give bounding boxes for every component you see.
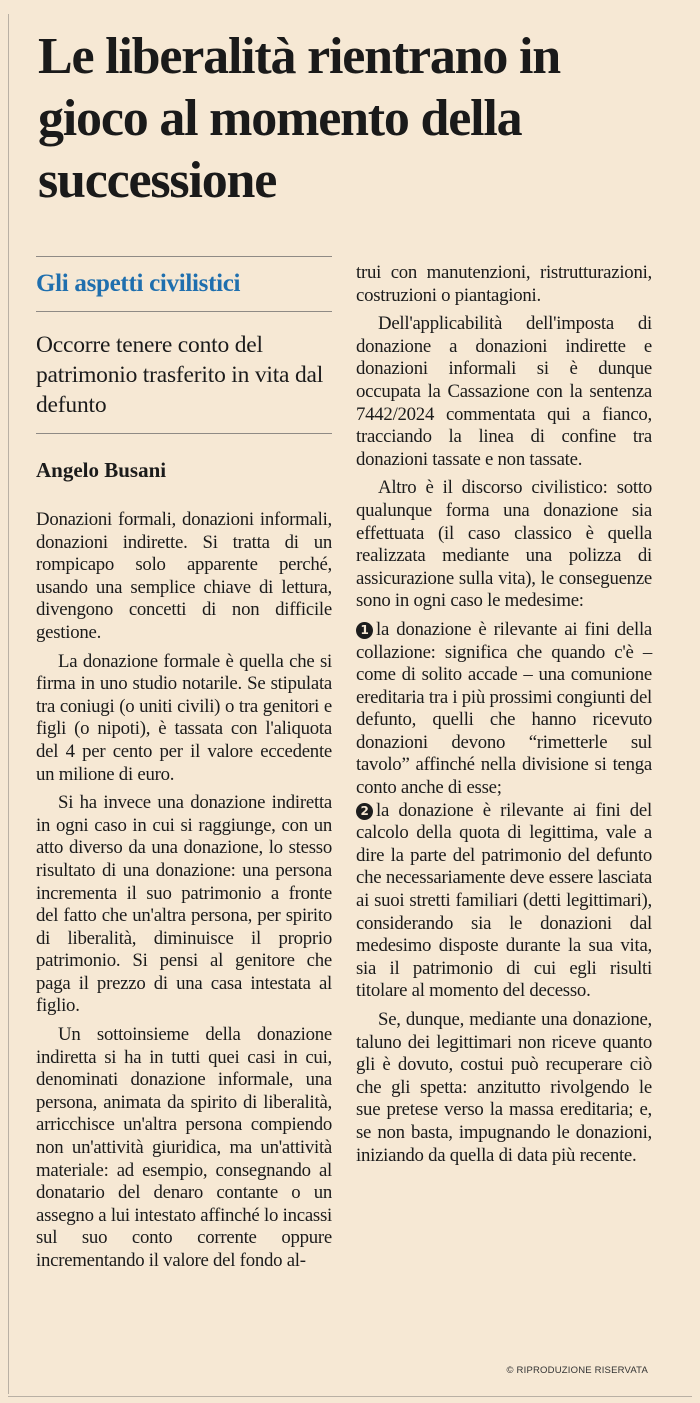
article-title: Le liberalità rientrano in gioco al momento della successione	[38, 28, 560, 209]
list-item-text: la donazione è rilevante ai fini della collazione: significa che quando c'è – come di solito accade – una comunione ereditaria tra i più prossimi congiunti del defunto, quelli che hanno ricevuto donazioni devono “rimetterle sul tavolo” affinché nella divisione si tenga conto anche di esse;	[356, 618, 652, 799]
paragraph: Donazioni formali, donazioni informali, donazioni indirette. Si tratta di un rompicapo solo apparente perché, usando una semplice chiave di lettura, divengono concetti di non difficile gestione.	[36, 509, 332, 643]
copyright-notice: © RIPRODUZIONE RISERVATA	[506, 1365, 648, 1376]
list-item-text: la donazione è rilevante ai fini del calcolo della quota di legittima, vale a dire la parte del patrimonio del defunto che necessariamente deve essere lasciata ai suoi stretti familiari (detti legittimari), considerando sia le donazioni dal medesimo disposte durante la sua vita, sia il patrimonio di cui egli risulti titolare al momento del decesso.	[356, 799, 652, 1002]
paragraph: La donazione formale è quella che si firma in uno studio notarile. Se stipulata tra coniugi (o uniti civili) o tra genitori e figli (o nipoti), è tassata con l'aliquota del 4 per cento per il valore eccedente un milione di euro.	[36, 650, 332, 785]
left-body	[36, 509, 332, 1273]
article-summary: Occorre tenere conto del patrimonio trasferito in vita dal defunto	[36, 332, 324, 418]
bottom-rule	[8, 1396, 692, 1397]
list-item-2	[356, 800, 652, 1003]
paragraph: Altro è il discorso civilistico: sotto qualunque forma una donazione sia effettuata (il caso classico è quella realizzata mediante una polizza di assicurazione sulla vita), le conseguenze sono in ogni caso le medesime:	[356, 477, 652, 612]
author-byline: Angelo Busani	[36, 458, 167, 482]
paragraph: Si ha invece una donazione indiretta in ogni caso in cui si raggiunge, con un atto diverso da una donazione, lo stesso risultato di una donazione: una persona incrementa il suo patrimonio a fronte del fatto che un'altra persona, per spirito di liberalità, diminuisce il proprio patrimonio. Si pensi al genitore che paga il prezzo di una casa intestata al figlio.	[36, 792, 332, 1017]
left-column	[36, 256, 332, 1279]
right-body	[356, 262, 652, 1167]
right-column	[356, 262, 652, 1173]
paragraph: Un sottoinsieme della donazione indiretta si ha in tutti quei casi in cui, denominati donazione informale, una persona, animata da spirito di liberalità, arricchisce un'altra persona compiendo non un'attività giuridica, ma un'attività materiale: ad esempio, consegnando al donatario del denaro contante o un assegno a lui intestato affinché lo incassi sul suo conto corrente oppure incrementando il valore del fondo al-	[36, 1024, 332, 1271]
left-border-rule	[8, 14, 9, 1394]
list-item-1	[356, 619, 652, 800]
paragraph: Se, dunque, mediante una donazione, taluno dei legittimari non riceve quanto gli è dovuto, costui può recuperare ciò che gli spetta: anzitutto rivolgendo le sue pretese verso la massa ereditaria; e, se non basta, impugnando le donazioni, iniziando da quella di data più recente.	[356, 1009, 652, 1166]
paragraph: trui con manutenzioni, ristrutturazioni, costruzioni o piantagioni.	[356, 262, 652, 306]
section-kicker: Gli aspetti civilistici	[36, 270, 241, 297]
number-two-icon: 2	[356, 803, 373, 820]
number-one-icon: 1	[356, 622, 373, 639]
paragraph: Dell'applicabilità dell'imposta di donazione a donazioni indirette e donazioni informali si è dunque occupata la Cassazione con la sentenza 7442/2024 commentata qui a fianco, tracciando la linea di confine tra donazioni tassate e non tassate.	[356, 313, 652, 470]
